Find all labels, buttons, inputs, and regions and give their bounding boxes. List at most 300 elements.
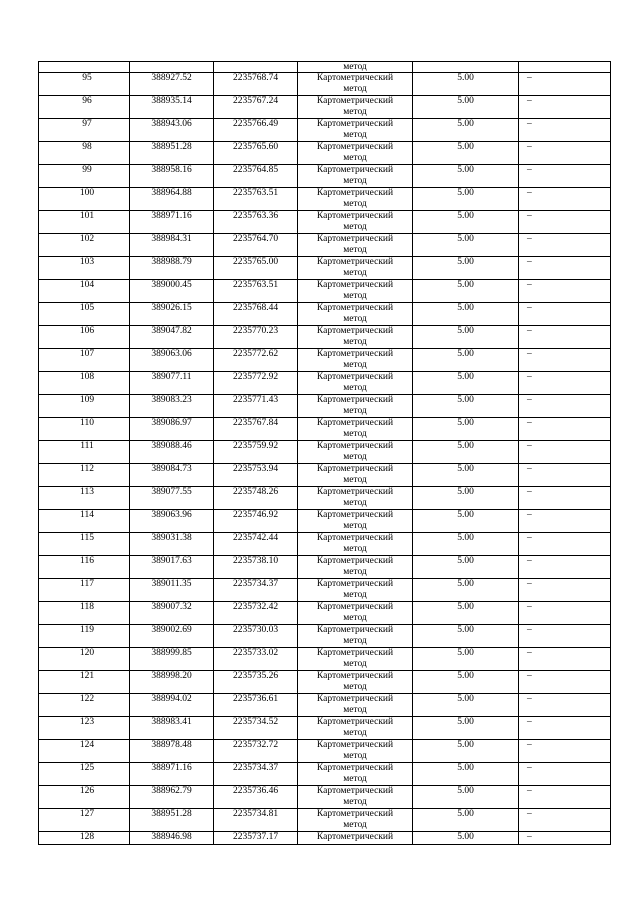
point-number-cell: 109 [39, 395, 130, 418]
method-cell [298, 671, 413, 694]
x-coordinate-cell: 388999.85 [130, 648, 214, 671]
table-row [39, 786, 611, 809]
x-coordinate-cell: 389063.06 [130, 349, 214, 372]
y-coordinate-cell: 2235737.17 [214, 832, 298, 845]
method-cell [298, 73, 413, 96]
y-coordinate-cell: 2235746.92 [214, 510, 298, 533]
description-cell: – [519, 165, 611, 188]
description-cell: – [519, 671, 611, 694]
precision-cell: 5.00 [413, 119, 519, 142]
description-cell: – [519, 73, 611, 96]
table-row [39, 717, 611, 740]
point-number-cell: 113 [39, 487, 130, 510]
method-line-1: Картометрический [316, 280, 394, 290]
table-row [39, 372, 611, 395]
precision-cell: 5.00 [413, 303, 519, 326]
x-coordinate-cell: 389083.23 [130, 395, 214, 418]
method-line-1: Картометрический [316, 96, 394, 106]
method-line-2: метод [343, 176, 367, 186]
method-line-2: метод [343, 291, 367, 301]
description-cell: – [519, 832, 611, 845]
x-coordinate-cell: 388998.20 [130, 671, 214, 694]
y-coordinate-cell: 2235771.43 [214, 395, 298, 418]
x-coordinate-cell: 389000.45 [130, 280, 214, 303]
method-cell [298, 533, 413, 556]
method-line-1: Картометрический [316, 257, 394, 267]
y-coordinate-cell: 2235732.72 [214, 740, 298, 763]
coordinates-table [38, 61, 611, 845]
description-cell: – [519, 694, 611, 717]
method-line-2: метод [343, 130, 367, 140]
table-row [39, 119, 611, 142]
y-coordinate-cell: 2235763.51 [214, 188, 298, 211]
method-line-2: метод [343, 406, 367, 416]
y-coordinate-cell: 2235763.36 [214, 211, 298, 234]
method-cell [298, 119, 413, 142]
method-line-2: метод [343, 751, 367, 761]
x-coordinate-cell: 388946.98 [130, 832, 214, 845]
y-coordinate-cell: 2235736.46 [214, 786, 298, 809]
point-number-cell: 98 [39, 142, 130, 165]
x-coordinate-cell: 388983.41 [130, 717, 214, 740]
method-cell [298, 418, 413, 441]
description-cell: – [519, 280, 611, 303]
point-number-cell: 103 [39, 257, 130, 280]
description-cell: – [519, 510, 611, 533]
method-line-2: метод [343, 659, 367, 669]
method-line-2: метод [343, 475, 367, 485]
y-coordinate-cell: 2235734.52 [214, 717, 298, 740]
method-cell [298, 786, 413, 809]
point-number-cell: 108 [39, 372, 130, 395]
method-cell [298, 188, 413, 211]
table-row [39, 809, 611, 832]
table-row [39, 395, 611, 418]
method-line-1: Картометрический [316, 349, 394, 359]
table-row [39, 142, 611, 165]
table-row [39, 211, 611, 234]
x-coordinate-cell: 388951.28 [130, 809, 214, 832]
method-line-1: Картометрический [316, 717, 394, 727]
point-number-cell: 116 [39, 556, 130, 579]
y-coordinate-cell: 2235770.23 [214, 326, 298, 349]
method-cell [298, 372, 413, 395]
table-row [39, 349, 611, 372]
description-cell: – [519, 464, 611, 487]
point-number-cell: 114 [39, 510, 130, 533]
method-cell [298, 165, 413, 188]
x-coordinate-cell: 388971.16 [130, 763, 214, 786]
method-line-2: метод [343, 567, 367, 577]
method-line-1: Картометрический [316, 418, 394, 428]
point-number-cell: 125 [39, 763, 130, 786]
precision-cell: 5.00 [413, 487, 519, 510]
table-row [39, 625, 611, 648]
table-row [39, 234, 611, 257]
method-cell [298, 556, 413, 579]
point-number-cell: 124 [39, 740, 130, 763]
method-cell [298, 303, 413, 326]
method-line-2: метод [343, 360, 367, 370]
table-row [39, 280, 611, 303]
method-cell [298, 832, 413, 845]
method-cell [298, 280, 413, 303]
method-cell [298, 763, 413, 786]
description-cell: – [519, 326, 611, 349]
method-line-1: Картометрический [316, 832, 394, 842]
point-number-cell: 99 [39, 165, 130, 188]
table-row [39, 671, 611, 694]
description-cell: – [519, 487, 611, 510]
description-cell: – [519, 579, 611, 602]
method-cell [298, 510, 413, 533]
point-number-cell: 110 [39, 418, 130, 441]
method-cell [298, 395, 413, 418]
method-cell [298, 96, 413, 119]
description-cell: – [519, 786, 611, 809]
y-coordinate-cell: 2235734.37 [214, 763, 298, 786]
y-coordinate-cell: 2235764.85 [214, 165, 298, 188]
precision-cell: 5.00 [413, 510, 519, 533]
method-line-1: Картометрический [316, 579, 394, 589]
table-row [39, 257, 611, 280]
method-line-1: Картометрический [316, 694, 394, 704]
point-number-cell: 95 [39, 73, 130, 96]
method-line-2: метод [343, 498, 367, 508]
precision-cell: 5.00 [413, 740, 519, 763]
method-cell [298, 349, 413, 372]
y-coordinate-cell: 2235765.00 [214, 257, 298, 280]
method-line-1: Картометрический [316, 395, 394, 405]
precision-cell: 5.00 [413, 441, 519, 464]
x-coordinate-cell: 389047.82 [130, 326, 214, 349]
y-coordinate-cell: 2235764.70 [214, 234, 298, 257]
y-coordinate-cell: 2235768.74 [214, 73, 298, 96]
point-number-cell: 104 [39, 280, 130, 303]
table-row [39, 487, 611, 510]
method-line-2: метод [343, 705, 367, 715]
point-number-cell: 97 [39, 119, 130, 142]
y-coordinate-cell: 2235738.10 [214, 556, 298, 579]
precision-cell: 5.00 [413, 464, 519, 487]
method-line-1: Картометрический [316, 211, 394, 221]
y-coordinate-cell: 2235748.26 [214, 487, 298, 510]
y-coordinate-cell: 2235765.60 [214, 142, 298, 165]
method-line-2: метод [343, 429, 367, 439]
x-coordinate-cell: 389017.63 [130, 556, 214, 579]
table-row [39, 441, 611, 464]
description-cell: – [519, 303, 611, 326]
method-line-1: Картометрический [316, 234, 394, 244]
description-cell: – [519, 142, 611, 165]
y-coordinate-cell: 2235753.94 [214, 464, 298, 487]
precision-cell: 5.00 [413, 73, 519, 96]
method-line-1: Картометрический [316, 326, 394, 336]
method-line-1: Картометрический [316, 740, 394, 750]
precision-cell: 5.00 [413, 579, 519, 602]
y-coordinate-cell: 2235767.24 [214, 96, 298, 119]
point-number-cell: 118 [39, 602, 130, 625]
table-row [39, 464, 611, 487]
precision-cell: 5.00 [413, 832, 519, 845]
y-coordinate-cell: 2235767.84 [214, 418, 298, 441]
method-line-2: метод [343, 613, 367, 623]
table-row [39, 533, 611, 556]
method-line-2: метод [343, 820, 367, 830]
method-line-1: Картометрический [316, 464, 394, 474]
description-cell: – [519, 211, 611, 234]
method-line-1: Картометрический [316, 533, 394, 543]
table-row [39, 326, 611, 349]
method-cell [298, 257, 413, 280]
precision-cell: 5.00 [413, 694, 519, 717]
precision-cell: 5.00 [413, 211, 519, 234]
method-line-2: метод [343, 682, 367, 692]
description-cell: – [519, 556, 611, 579]
precision-cell: 5.00 [413, 786, 519, 809]
method-line-2: метод [343, 314, 367, 324]
description-cell: – [519, 96, 611, 119]
precision-cell: 5.00 [413, 372, 519, 395]
precision-cell: 5.00 [413, 188, 519, 211]
description-cell: – [519, 257, 611, 280]
table-row [39, 556, 611, 579]
x-coordinate-cell: 389002.69 [130, 625, 214, 648]
y-coordinate-cell: 2235766.49 [214, 119, 298, 142]
method-line-1: Картометрический [316, 671, 394, 681]
method-cell [298, 487, 413, 510]
description-cell: – [519, 395, 611, 418]
x-coordinate-cell: 389063.96 [130, 510, 214, 533]
y-coordinate-cell: 2235763.51 [214, 280, 298, 303]
point-number-cell: 115 [39, 533, 130, 556]
description-cell: – [519, 740, 611, 763]
precision-cell: 5.00 [413, 96, 519, 119]
point-number-cell: 112 [39, 464, 130, 487]
method-line-2: метод [343, 797, 367, 807]
x-coordinate-cell: 389031.38 [130, 533, 214, 556]
x-coordinate-cell: 389007.32 [130, 602, 214, 625]
method-line-2: метод [343, 337, 367, 347]
point-number-cell: 101 [39, 211, 130, 234]
point-number-cell: 96 [39, 96, 130, 119]
point-number-cell: 128 [39, 832, 130, 845]
method-line-2: метод [343, 521, 367, 531]
point-number-cell: 105 [39, 303, 130, 326]
precision-cell: 5.00 [413, 280, 519, 303]
method-line-1: Картометрический [316, 303, 394, 313]
method-line-1: Картометрический [316, 165, 394, 175]
method-line-2: метод [343, 774, 367, 784]
method-line-2: метод [343, 383, 367, 393]
method-line-2: метод [343, 84, 367, 94]
table-row [39, 96, 611, 119]
method-line-1: Картометрический [316, 648, 394, 658]
y-coordinate-cell: 2235733.02 [214, 648, 298, 671]
description-cell: – [519, 418, 611, 441]
precision-cell: 5.00 [413, 717, 519, 740]
method-line-2: метод [343, 107, 367, 117]
x-coordinate-cell: 389026.15 [130, 303, 214, 326]
description-cell: – [519, 602, 611, 625]
precision-cell: 5.00 [413, 809, 519, 832]
table-row [39, 73, 611, 96]
table-row [39, 510, 611, 533]
table-row [39, 303, 611, 326]
method-line-2: метод [343, 728, 367, 738]
description-cell: – [519, 809, 611, 832]
description-cell: – [519, 763, 611, 786]
x-coordinate-cell: 388984.31 [130, 234, 214, 257]
x-coordinate-cell: 388971.16 [130, 211, 214, 234]
point-number-cell: 121 [39, 671, 130, 694]
y-coordinate-cell: 2235734.81 [214, 809, 298, 832]
x-coordinate-cell: 388927.52 [130, 73, 214, 96]
method-line-1: Картометрический [316, 188, 394, 198]
y-coordinate-cell: 2235732.42 [214, 602, 298, 625]
method-line-2: метод [343, 636, 367, 646]
description-cell: – [519, 717, 611, 740]
method-cell [298, 211, 413, 234]
description-cell: – [519, 625, 611, 648]
method-line-1: Картометрический [316, 119, 394, 129]
x-coordinate-cell: 388978.48 [130, 740, 214, 763]
method-cell [298, 234, 413, 257]
table-row [39, 694, 611, 717]
precision-cell: 5.00 [413, 234, 519, 257]
x-coordinate-cell: 388935.14 [130, 96, 214, 119]
table-row [39, 188, 611, 211]
precision-cell: 5.00 [413, 326, 519, 349]
table-row [39, 602, 611, 625]
x-coordinate-cell: 389011.35 [130, 579, 214, 602]
precision-cell: 5.00 [413, 648, 519, 671]
y-coordinate-cell: 2235736.61 [214, 694, 298, 717]
table-row [39, 165, 611, 188]
method-line-1: Картометрический [316, 763, 394, 773]
x-coordinate-cell: 389086.97 [130, 418, 214, 441]
method-line-1: Картометрический [316, 142, 394, 152]
method-line-2: метод [343, 268, 367, 278]
method-line-2: метод [343, 222, 367, 232]
description-cell: – [519, 533, 611, 556]
x-coordinate-cell: 388994.02 [130, 694, 214, 717]
method-cell [298, 464, 413, 487]
method-cell [298, 326, 413, 349]
method-line-2: метод [343, 544, 367, 554]
method-cell [298, 142, 413, 165]
method-line-1: Картометрический [316, 372, 394, 382]
table-row [39, 832, 611, 845]
method-line-1: Картометрический [316, 625, 394, 635]
precision-cell: 5.00 [413, 556, 519, 579]
precision-cell: 5.00 [413, 671, 519, 694]
method-line-1: Картометрический [316, 556, 394, 566]
precision-cell: 5.00 [413, 165, 519, 188]
y-coordinate-cell: 2235759.92 [214, 441, 298, 464]
table-row [39, 579, 611, 602]
precision-cell: 5.00 [413, 533, 519, 556]
precision-cell: 5.00 [413, 257, 519, 280]
x-coordinate-cell: 389077.11 [130, 372, 214, 395]
x-coordinate-cell: 388951.28 [130, 142, 214, 165]
point-number-cell: 126 [39, 786, 130, 809]
point-number-cell: 106 [39, 326, 130, 349]
description-cell: – [519, 441, 611, 464]
method-line-1: Картометрический [316, 602, 394, 612]
method-cell [298, 441, 413, 464]
point-number-cell: 123 [39, 717, 130, 740]
method-cell [298, 740, 413, 763]
description-cell: – [519, 648, 611, 671]
x-coordinate-cell: 388943.06 [130, 119, 214, 142]
description-cell: – [519, 234, 611, 257]
description-cell: – [519, 372, 611, 395]
method-line-1: Картометрический [316, 510, 394, 520]
y-coordinate-cell: 2235742.44 [214, 533, 298, 556]
x-coordinate-cell: 389084.73 [130, 464, 214, 487]
precision-cell: 5.00 [413, 763, 519, 786]
table-row [39, 740, 611, 763]
y-coordinate-cell: 2235772.92 [214, 372, 298, 395]
description-cell: – [519, 119, 611, 142]
method-cell [298, 579, 413, 602]
x-coordinate-cell: 388964.88 [130, 188, 214, 211]
precision-cell: 5.00 [413, 418, 519, 441]
description-cell: – [519, 188, 611, 211]
method-cell [298, 625, 413, 648]
method-cell [298, 648, 413, 671]
x-coordinate-cell: 388988.79 [130, 257, 214, 280]
point-number-cell: 127 [39, 809, 130, 832]
point-number-cell: 107 [39, 349, 130, 372]
x-coordinate-cell: 389077.55 [130, 487, 214, 510]
x-coordinate-cell: 388958.16 [130, 165, 214, 188]
method-line-1: Картометрический [316, 809, 394, 819]
point-number-cell: 120 [39, 648, 130, 671]
point-number-cell: 102 [39, 234, 130, 257]
precision-cell: 5.00 [413, 349, 519, 372]
method-cell [298, 602, 413, 625]
precision-cell: 5.00 [413, 142, 519, 165]
table-row [39, 763, 611, 786]
method-cell [298, 717, 413, 740]
y-coordinate-cell: 2235734.37 [214, 579, 298, 602]
table-row [39, 418, 611, 441]
table-row [39, 648, 611, 671]
y-coordinate-cell: 2235730.03 [214, 625, 298, 648]
x-coordinate-cell: 388962.79 [130, 786, 214, 809]
precision-cell: 5.00 [413, 602, 519, 625]
method-line-1: Картометрический [316, 786, 394, 796]
method-line-1: Картометрический [316, 73, 394, 83]
point-number-cell: 111 [39, 441, 130, 464]
method-cell [298, 809, 413, 832]
x-coordinate-cell: 389088.46 [130, 441, 214, 464]
point-number-cell: 122 [39, 694, 130, 717]
method-line-2: метод [343, 245, 367, 255]
point-number-cell: 119 [39, 625, 130, 648]
method-line-2: метод [343, 452, 367, 462]
point-number-cell: 100 [39, 188, 130, 211]
method-line-2: метод [343, 153, 367, 163]
table-body [39, 62, 611, 845]
method-cell [298, 694, 413, 717]
y-coordinate-cell: 2235735.26 [214, 671, 298, 694]
method-line-1: Картометрический [316, 487, 394, 497]
y-coordinate-cell: 2235768.44 [214, 303, 298, 326]
point-number-cell: 117 [39, 579, 130, 602]
